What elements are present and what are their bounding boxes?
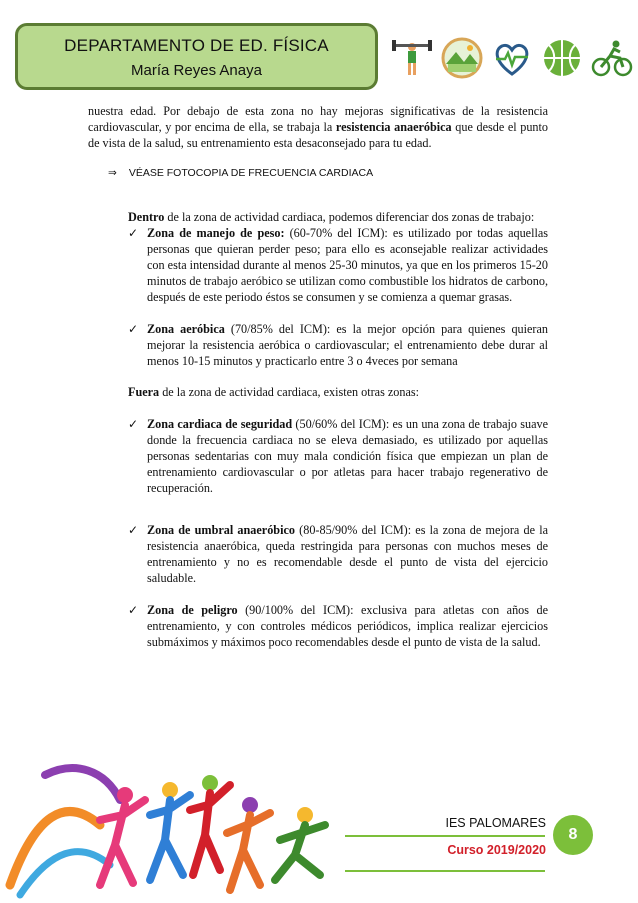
zone-text: (60-70% del ICM): es utilizado por todas aquellas personas que quieran perder peso; para ello es aconsejable realizar actividades con esta intensidad durante al menos 25-30 minutos, ya que en los primeros 15-20 minutos de trabajo aeróbico se utilizan como combustible los hidratos de carbono, después de este periodo éstos se consumen y se comienza a quemar grasas. [147,226,549,304]
header-icons [390,36,634,80]
footer-divider-top [345,835,545,837]
basketball-icon [540,36,584,80]
zone-text: (90/100% del ICM): exclusiva para atletas con años de entrenamiento, y con controles médicos periódicos, implica realizar ejercicios submáximos y máximos poco recomendables desde el punto de vista de la salud. [147,603,548,649]
heart-icon [490,36,534,80]
nature-icon [440,36,484,80]
list-item [128,416,548,496]
zone-name: Zona cardiaca de seguridad [147,417,293,431]
document-body [88,103,548,650]
page-number: 8 [553,815,593,855]
zone-name: Zona de manejo de peso: [147,226,285,240]
intro-end: que desde el punto de vista de la salud, su entrenamiento esta desaconsejado para tu edad. [88,120,549,150]
zone-text: (80-85/90% del ICM): es la zona de mejora de la resistencia anaeróbica, queda restringida para personas con muchos meses de entrenamiento y no es recomendable desde el punto de vista del ejercicio saludable. [147,523,548,585]
zone-name: Zona de umbral anaeróbico [147,523,295,537]
intro-text: nuestra edad. Por debajo de esta zona no hay mejoras significativas de la resistencia cardiovascular, y por encima de ella, se trabaja la [88,104,548,134]
fuera-bold: Fuera [128,385,160,399]
school-name: IES PALOMARES [445,816,546,830]
reference-text: VÉASE FOTOCOPIA DE FRECUENCIA CARDIACA [128,167,374,179]
department-title: DEPARTAMENTO DE ED. FÍSICA [64,36,329,55]
list-item [128,321,548,369]
dentro-paragraph [88,209,548,225]
dentro-text: de la zona de actividad cardiaca, podemos diferenciar dos zonas de trabajo: [164,210,535,224]
intro-paragraph [88,103,548,151]
reference-note [108,165,548,181]
fuera-paragraph [128,384,548,400]
checkmark-icon: ✓ [128,603,139,617]
checkmark-icon: ✓ [128,417,139,431]
list-item [128,522,548,586]
fuera-text: de la zona de actividad cardiaca, existen otras zonas: [159,385,420,399]
header-box [15,23,378,90]
checkmark-icon: ✓ [128,226,139,240]
course-year: Curso 2019/2020 [447,843,546,857]
teacher-name: María Reyes Anaya [131,62,262,79]
intro-bold: resistencia anaeróbica [335,120,452,134]
zone-text: (70/85% del ICM): es la mejor opción para quienes quieran mejorar la resistencia aeróbica o cardiovascular; el entrenamiento debe durar al menos 10-15 minutos y practicarlo entre 3 o 4veces por semana [147,322,548,368]
zone-name: Zona de peligro [147,603,238,617]
checkmark-icon: ✓ [128,322,139,336]
arrow-icon: ⇒ [108,167,117,179]
athletes-illustration [5,755,350,903]
zone-text: (50/60% del ICM): es un una zona de trabajo suave donde la frecuencia cardiaca no se eleva demasiado, es utilizado por aquellas personas sedentarias con muy mala condición física que empiezan un plan de entrenamiento cardiovascular o por atletas para hacer trabajo regenerativo de recuperación. [147,417,548,495]
weightlifting-icon [390,36,434,80]
footer-divider-bottom [345,870,545,872]
list-item [128,225,548,305]
list-item [128,602,548,650]
checkmark-icon: ✓ [128,523,139,537]
cyclist-icon [590,36,634,80]
dentro-bold: Dentro [128,210,165,224]
zone-name: Zona aeróbica [147,322,225,336]
